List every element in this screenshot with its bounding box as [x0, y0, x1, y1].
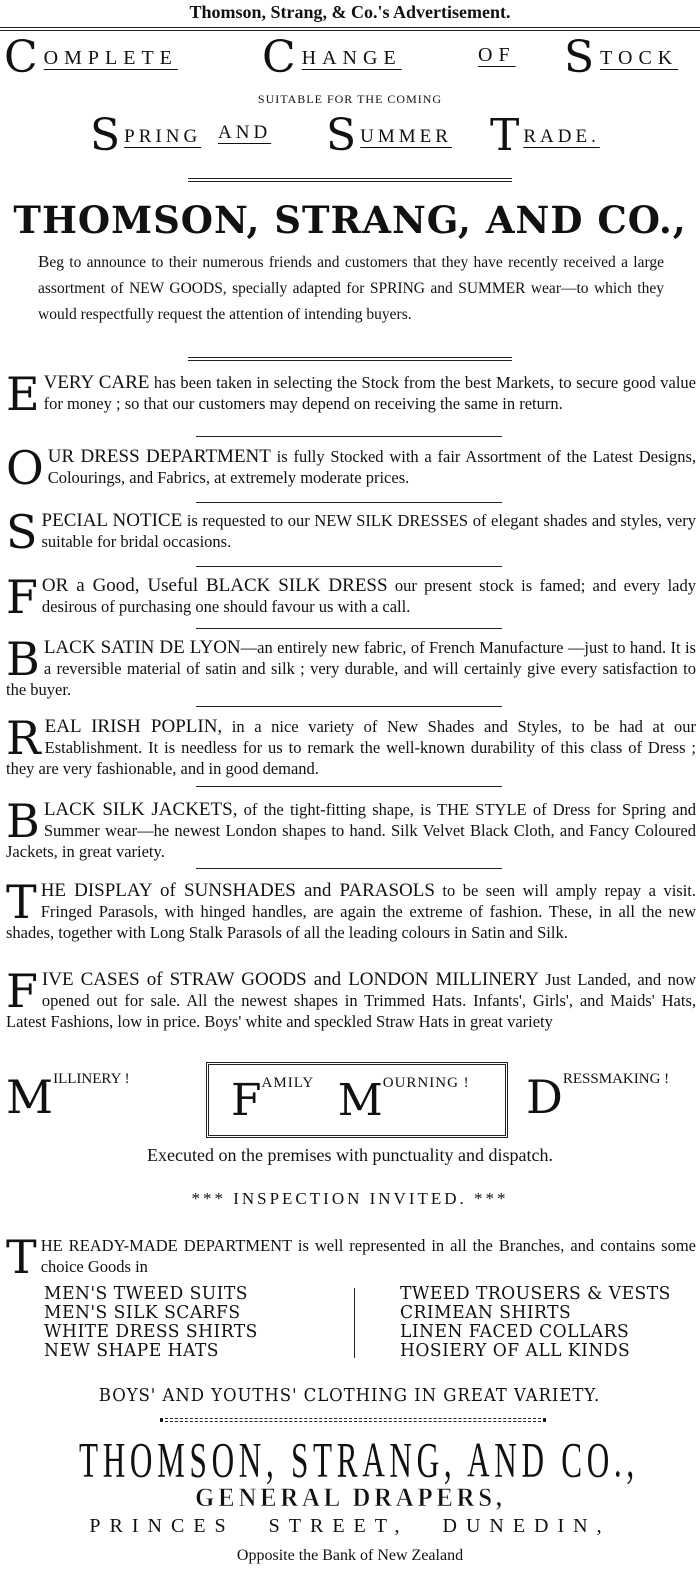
list-item: NEW SHAPE HATS [44, 1340, 219, 1361]
divider [196, 628, 502, 629]
paragraph-every-care: EVERY CARE has been taken in selecting the Stock from the best Markets, to secure good value for money ; so that our customers may depend on receiving the same in return. [6, 367, 696, 421]
footer-firm-name: THOMSON, STRANG, AND CO., [78, 1431, 639, 1488]
divider [196, 436, 502, 437]
subtitle: SUITABLE FOR THE COMING [257, 92, 443, 106]
executed-line: Executed on the premises with punctuality and dispatch. [147, 1145, 553, 1165]
page-header: Thomson, Strang, & Co.'s Advertisement. [189, 2, 511, 22]
headline [4, 32, 696, 84]
header-rule [0, 27, 700, 31]
season-word: SPRING [90, 110, 202, 161]
goods-list-left [44, 1284, 269, 1360]
list-item: CRIMEAN SHIRTS [400, 1302, 572, 1323]
paragraph-satin-de-lyon: BLACK SATIN DE LYON—an entirely new fabric, of French Manufacture —just to hand. It is a reversible material of satin and silk ; very durable, and will certainly give every satisfaction to the buyer. [6, 632, 696, 699]
season-word: AND [218, 122, 272, 143]
family-mourning-box [206, 1062, 508, 1138]
millinery-label: MILLINERY ! [6, 1070, 130, 1124]
dressmaking-label: DRESSMAKING ! [526, 1070, 670, 1124]
divider [160, 1418, 546, 1422]
headline-word: COMPLETE [4, 32, 178, 83]
paragraph-silk-jackets: BLACK SILK JACKETS, of the tight-fitting shape, is THE STYLE of Dress for Spring and Summer wear—he newest London shapes to hand. Silk Velvet Black Cloth, and Fancy Coloured Jackets, in great variety. [6, 794, 696, 861]
headline-word: OF [478, 44, 516, 66]
paragraph-black-silk-dress: FOR a Good, Useful BLACK SILK DRESS our present stock is famed; and every lady desirous of purchasing one should favour us with a call. [6, 570, 696, 624]
divider [196, 786, 502, 787]
season-word: SUMMER [326, 110, 452, 161]
paragraph-irish-poplin: REAL IRISH POPLIN, in a nice variety of New Shades and Styles, to be had at our Establishment. It is needless for us to remark the well-known durability of this class of Dress ; they are very fashionable, and in good demand. [6, 711, 697, 778]
inspection-line: *** INSPECTION INVITED. *** [191, 1189, 509, 1208]
divider [196, 566, 502, 567]
paragraph-sunshades: THE DISPLAY of SUNSHADES and PARASOLS to be seen will amply repay a visit. Fringed Parasols, with hinged handles, are again the extreme of fashion. These, in all the new shades, together with Long Stalk Parasols of all the leading colours in Satin and Silk. [6, 875, 696, 942]
list-item: MEN'S TWEED SUITS [44, 1283, 248, 1304]
divider [196, 706, 502, 707]
divider [196, 868, 502, 869]
list-item: HOSIERY OF ALL KINDS [400, 1340, 631, 1361]
season-word: TRADE. [490, 110, 600, 161]
divider [196, 502, 502, 503]
boys-clothing-line: BOYS' AND YOUTHS' CLOTHING IN GREAT VARIETY. [99, 1385, 601, 1406]
headline-word: CHANGE [262, 32, 402, 83]
intro-paragraph: Beg to announce to their numerous friends and customers that they have recently received a large assortment of NEW GOODS, specially adapted for SPRING and SUMMER wear—to which they would respectfully request the attention of intending buyers. [38, 252, 664, 323]
footer-opposite: Opposite the Bank of New Zealand [236, 1547, 464, 1564]
list-item: WHITE DRESS SHIRTS [44, 1321, 258, 1342]
season-line [90, 110, 620, 161]
family-mourning-text: FAMILY MOURNING ! [231, 1075, 470, 1126]
divider [188, 357, 512, 361]
paragraph-special-notice: SPECIAL NOTICE is requested to our NEW SILK DRESSES of elegant shades and styles, very suitable for bridal occasions. [6, 505, 696, 559]
divider [188, 178, 512, 182]
column-divider [354, 1288, 355, 1358]
goods-list-right [400, 1284, 685, 1360]
paragraph-ready-made: THE READY-MADE DEPARTMENT is well represented in all the Branches, and contains some choice Goods in [6, 1230, 696, 1284]
footer-street: PRINCES STREET, DUNEDIN, [89, 1515, 611, 1537]
footer-trade: GENERAL DRAPERS, [194, 1483, 506, 1512]
firm-name: THOMSON, STRANG, AND CO., [13, 198, 687, 242]
list-item: LINEN FACED COLLARS [400, 1321, 630, 1342]
headline-word: STOCK [564, 32, 679, 83]
list-item: MEN'S SILK SCARFS [44, 1302, 241, 1323]
paragraph-dress-department: OUR DRESS DEPARTMENT is fully Stocked with a fair Assortment of the Latest Designs, Colourings, and Fabrics, at extremely moderate prices. [6, 441, 696, 495]
paragraph-straw-goods: FIVE CASES of STRAW GOODS and LONDON MILLINERY Just Landed, and now opened out for sale. All the newest shapes in Trimmed Hats. Infants', Girls', and Maids' Hats, Latest Fashions, low in price. Boys' white and speckled Straw Hats in great variety [6, 964, 696, 1031]
list-item: TWEED TROUSERS & VESTS [400, 1283, 671, 1304]
